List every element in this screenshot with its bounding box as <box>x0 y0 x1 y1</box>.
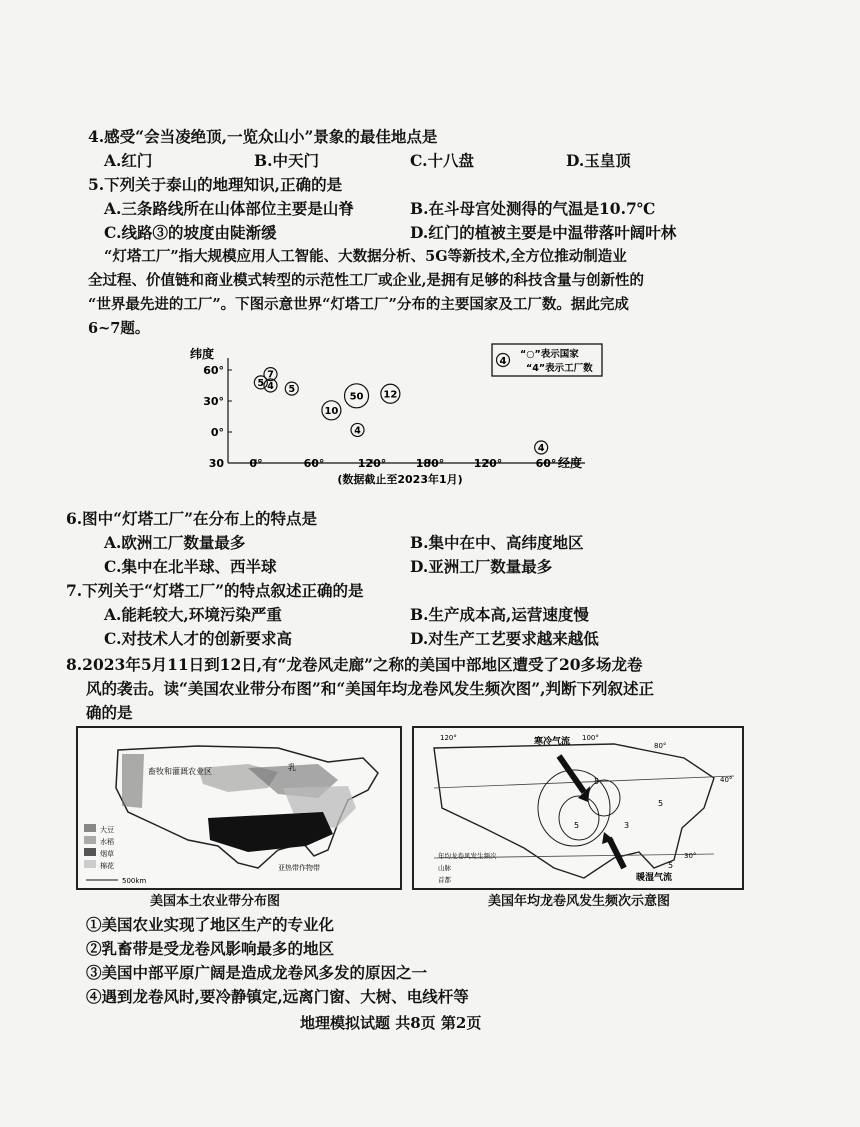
chart-note: (数据截止至2023年1月) <box>337 473 463 486</box>
coord-100: 100° <box>582 734 599 742</box>
legend-mountain: 山脉 <box>438 864 451 872</box>
coord-30: 30° <box>684 852 697 860</box>
x-tick-label: 180° <box>415 457 445 470</box>
statement-4: ④遇到龙卷风时,要冷静镇定,远离门窗、大树、电线杆等 <box>86 987 469 1006</box>
iso-5-b: 5 <box>658 799 664 808</box>
agriculture-belt-map <box>76 726 402 890</box>
legend-symbol: 4 <box>499 356 507 367</box>
factory-count-label: 50 <box>349 391 364 403</box>
y-tick-label: 30 <box>208 457 224 470</box>
intro-line-1: “灯塔工厂”指大规模应用人工智能、大数据分析、5G等新技术,全方位推动制造业 <box>104 248 627 265</box>
legend-frequency: 年均龙卷风发生频次 <box>438 852 497 860</box>
label-warm-air: 暖湿气流 <box>636 873 673 883</box>
x-tick-label: 120° <box>357 457 387 470</box>
q5-option-d: D.红门的植被主要是中温带落叶阔叶林 <box>410 223 677 242</box>
q4-option-a: A.红门 <box>104 151 153 170</box>
q4-option-d: D.玉皇顶 <box>566 151 631 170</box>
x-tick-label: 0° <box>249 457 263 470</box>
q4-option-c: C.十八盘 <box>410 151 474 170</box>
iso-5-d: 5 <box>668 861 674 870</box>
intro-line-4: 6~7题。 <box>88 320 150 337</box>
iso-3: 3 <box>624 821 630 830</box>
q6-option-c: C.集中在北半球、西半球 <box>104 557 277 576</box>
label-dairy: 乳 <box>288 763 296 772</box>
factory-count-label: 4 <box>354 425 361 437</box>
iso-5-a: 5 <box>594 777 600 786</box>
legend-soybean: 大豆 <box>100 826 114 834</box>
q8-line-3: 确的是 <box>86 703 133 722</box>
y-axis-label: 纬度 <box>190 347 215 361</box>
label-grazing: 畜牧和灌溉农业区 <box>148 767 212 776</box>
y-tick-label: 30° <box>203 395 224 408</box>
chart-legend <box>492 344 602 376</box>
factory-scatter-chart <box>190 340 610 500</box>
left-map-caption: 美国本土农业带分布图 <box>150 894 281 909</box>
x-tick-label: 60° <box>303 457 325 470</box>
factory-count-label: 7 <box>267 369 274 381</box>
legend-line-2: “4”表示工厂数 <box>526 363 593 374</box>
x-tick-label: 60° <box>535 457 557 470</box>
coord-80: 80° <box>654 742 667 750</box>
q7-option-a: A.能耗较大,环境污染严重 <box>104 605 282 624</box>
intro-line-3: “世界最先进的工厂”。下图示意世界“灯塔工厂”分布的主要国家及工厂数。据此完成 <box>88 296 629 313</box>
q4-stem: 4.感受“会当凌绝顶,一览众山小”景象的最佳地点是 <box>88 127 438 146</box>
legend-capital: 首都 <box>438 876 451 884</box>
legend-rice: 水稻 <box>100 838 114 846</box>
q6-stem: 6.图中“灯塔工厂”在分布上的特点是 <box>66 509 318 528</box>
q5-option-c: C.线路③的坡度由陡渐缓 <box>104 223 277 242</box>
statement-3: ③美国中部平原广阔是造成龙卷风多发的原因之一 <box>86 963 428 982</box>
y-tick-label: 60° <box>203 364 224 377</box>
factory-count-label: 4 <box>267 381 274 393</box>
statement-1: ①美国农业实现了地区生产的专业化 <box>86 915 335 934</box>
coord-40: 40° <box>720 776 733 784</box>
scale-bar: 500km <box>122 877 147 885</box>
factory-count-label: 10 <box>324 405 339 417</box>
x-tick-label: 120° <box>473 457 503 470</box>
q7-option-b: B.生产成本高,运营速度慢 <box>410 605 589 624</box>
intro-line-2: 全过程、价值链和商业模式转型的示范性工厂或企业,是拥有足够的科技含量与创新性的 <box>88 272 645 289</box>
label-subtropical: 亚热带作物带 <box>278 864 320 872</box>
q7-stem: 7.下列关于“灯塔工厂”的特点叙述正确的是 <box>66 581 364 600</box>
page-footer: 地理模拟试题 共8页 第2页 <box>300 1014 482 1032</box>
right-map-caption: 美国年均龙卷风发生频次示意图 <box>488 894 671 909</box>
coord-120: 120° <box>440 734 457 742</box>
legend-line-1: “○”表示国家 <box>520 349 579 360</box>
q6-option-d: D.亚洲工厂数量最多 <box>410 557 553 576</box>
q7-option-d: D.对生产工艺要求越来越低 <box>410 629 599 648</box>
q6-option-b: B.集中在中、高纬度地区 <box>410 533 584 552</box>
y-tick-label: 0° <box>210 426 224 439</box>
q5-stem: 5.下列关于泰山的地理知识,正确的是 <box>88 175 343 194</box>
factory-count-label: 12 <box>383 389 398 401</box>
q8-line-2: 风的袭击。读“美国农业带分布图”和“美国年均龙卷风发生频次图”,判断下列叙述正 <box>86 679 655 698</box>
factory-count-label: 4 <box>537 443 545 455</box>
factory-count-label: 5 <box>257 378 265 389</box>
legend-tobacco: 烟草 <box>100 850 114 858</box>
tornado-frequency-map <box>412 726 744 890</box>
statement-2: ②乳畜带是受龙卷风影响最多的地区 <box>86 939 335 958</box>
iso-5-c: 5 <box>574 821 580 830</box>
label-cold-air: 寒冷气流 <box>534 737 571 747</box>
q4-option-b: B.中天门 <box>254 151 319 170</box>
q8-line-1: 8.2023年5月11日到12日,有“龙卷风走廊”之称的美国中部地区遭受了20多场龙卷 <box>66 655 643 674</box>
q5-option-b: B.在斗母宫处测得的气温是10.7℃ <box>410 199 656 218</box>
x-axis-label: 经度 <box>558 456 583 470</box>
q7-option-c: C.对技术人才的创新要求高 <box>104 629 292 648</box>
legend-cotton: 棉花 <box>100 862 114 870</box>
q6-option-a: A.欧洲工厂数量最多 <box>104 533 246 552</box>
q5-option-a: A.三条路线所在山体部位主要是山脊 <box>104 199 354 218</box>
factory-count-label: 5 <box>288 384 296 396</box>
